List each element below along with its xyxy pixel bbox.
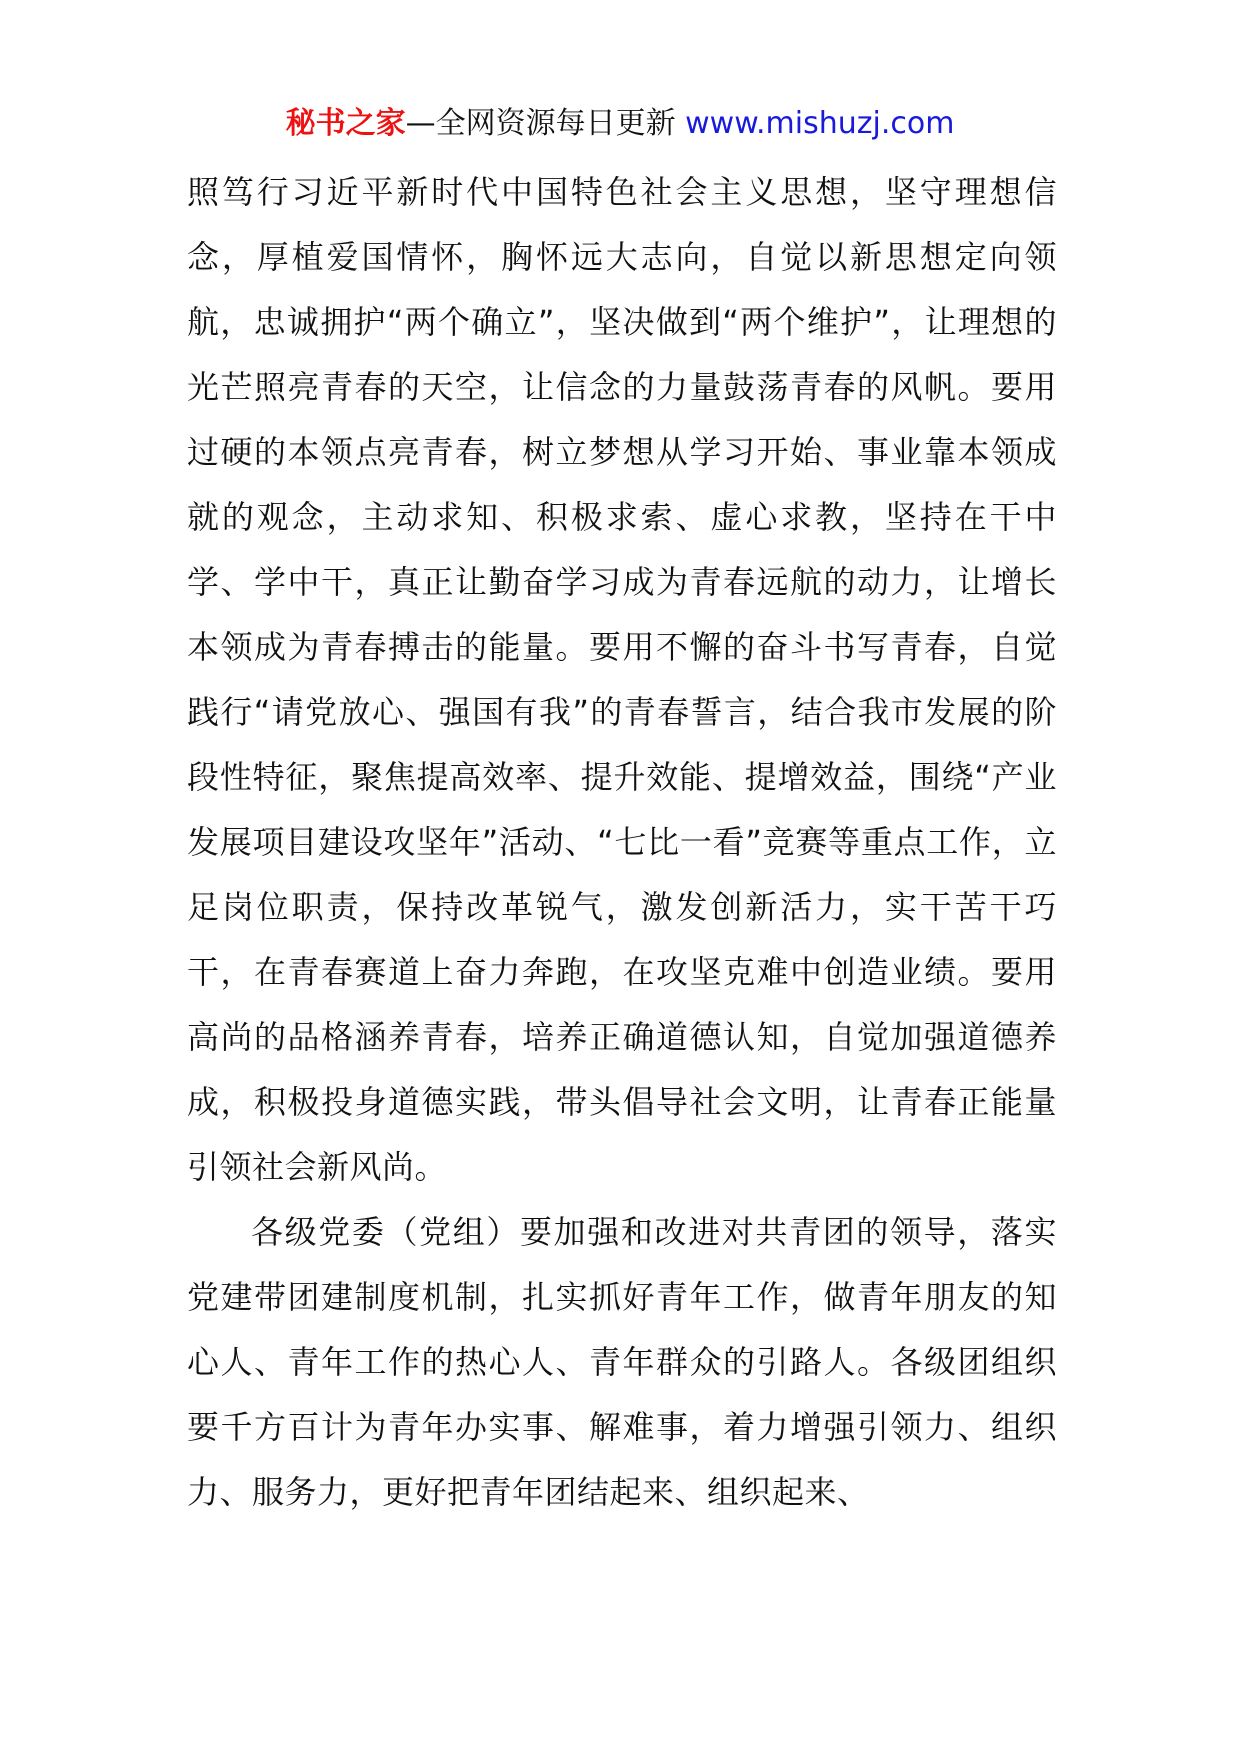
site-url-link[interactable]: www.mishuzj.com (685, 106, 955, 141)
header-slogan: —全网资源每日更新 (405, 106, 676, 141)
paragraph-continued: 照笃行习近平新时代中国特色社会主义思想，坚守理想信念，厚植爱国情怀，胸怀远大志向，自觉以新思想定向领航，忠诚拥护“两个确立”，坚决做到“两个维护”，让理想的光芒照亮青春的天空，让信念的力量鼓荡青春的风帆。要用过硬的本领点亮青春，树立梦想从学习开始、事业靠本领成就的观念，主动求知、积极求索、虚心求教，坚持在干中学、学中干，真正让勤奋学习成为青春远航的动力，让增长本领成为青春搏击的能量。要用不懈的奋斗书写青春，自觉践行“请党放心、强国有我”的青春誓言，结合我市发展的阶段性特征，聚焦提高效率、提升效能、提增效益，围绕“产业发展项目建设攻坚年”活动、“七比一看”竞赛等重点工作，立足岗位职责，保持改革锐气，激发创新活力，实干苦干巧干，在青春赛道上奋力奔跑，在攻坚克难中创造业绩。要用高尚的品格涵养青春，培养正确道德认知，自觉加强道德养成，积极投身道德实践，带头倡导社会文明，让青春正能量引领社会新风尚。 (187, 173, 1057, 1186)
page-header (0, 102, 1240, 146)
brand-name: 秘书之家 (285, 106, 406, 141)
paragraph: 各级党委（党组）要加强和改进对共青团的领导，落实党建带团建制度机制，扎实抓好青年工作，做青年朋友的知心人、青年工作的热心人、青年群众的引路人。各级团组织要千方百计为青年办实事、解难事，着力增强引领力、组织力、服务力，更好把青年团结起来、组织起来、 (187, 1213, 1057, 1511)
document-body (187, 160, 1057, 1525)
